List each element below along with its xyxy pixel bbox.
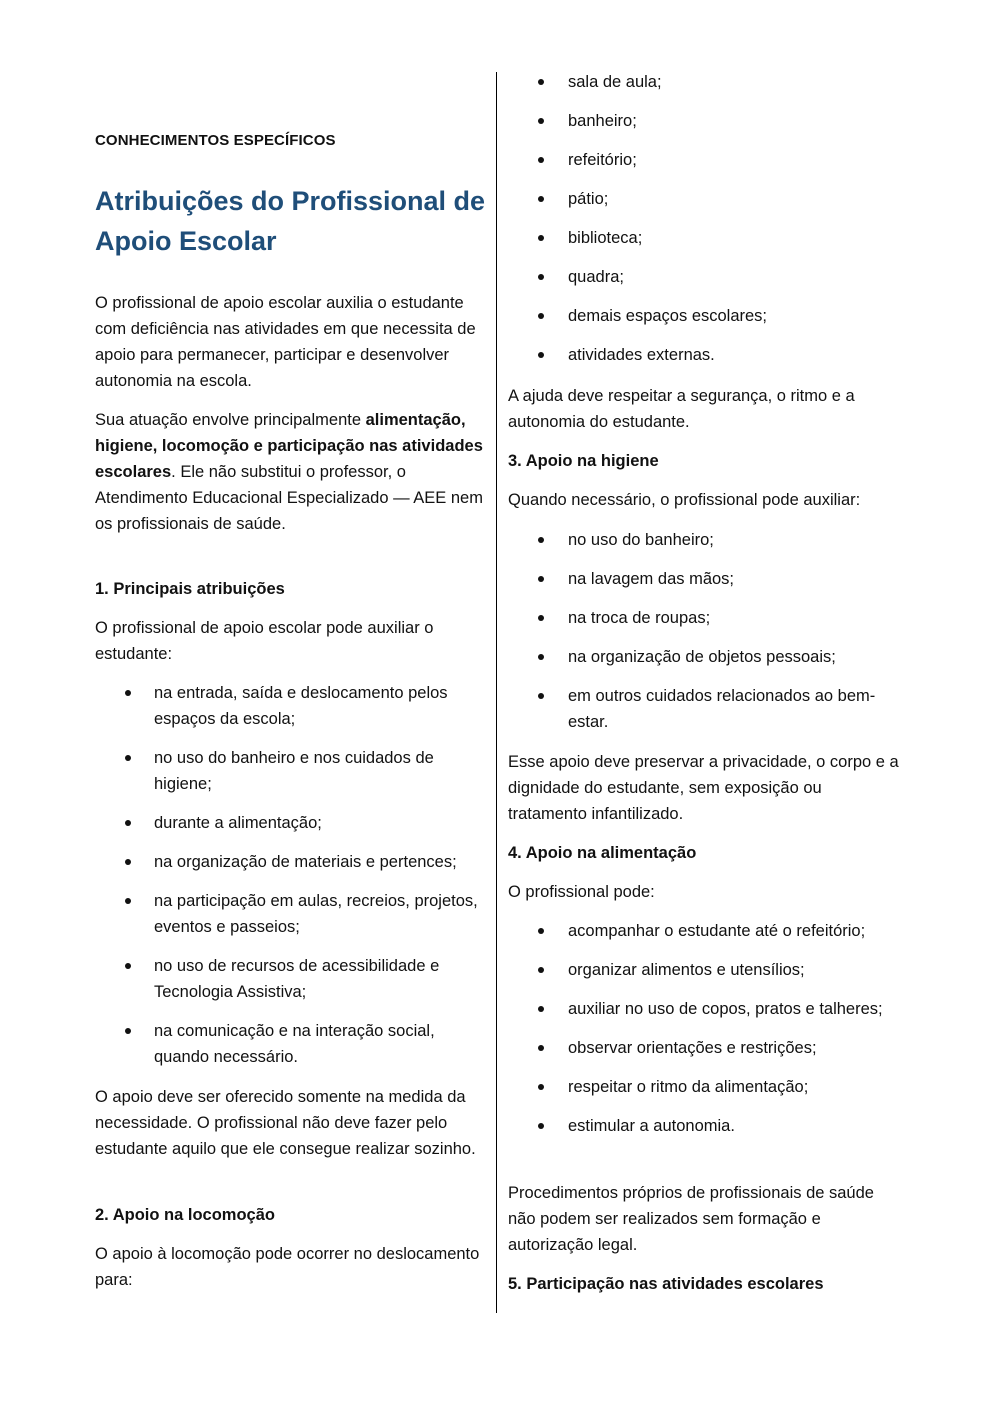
section-1-note: O apoio deve ser oferecido somente na medida da necessidade. O profissional não deve fazer pelo estudante aquilo que ele consegue realizar sozinho.: [95, 1088, 476, 1158]
list-item: atividades externas.: [508, 342, 908, 368]
section-3-heading: 3. Apoio na higiene: [508, 452, 659, 470]
scope-prefix: Sua atuação envolve principalmente: [95, 411, 366, 429]
list-item: na organização de materiais e pertences;: [95, 849, 487, 875]
list-item: sala de aula;: [508, 69, 908, 95]
list-item: em outros cuidados relacionados ao bem-estar.: [508, 683, 878, 735]
intro-paragraph: O profissional de apoio escolar auxilia o estudante com deficiência nas atividades em que necessita de apoio para permanecer, participar e desenvolver autonomia na escola.: [95, 294, 476, 390]
section-2-intro: O apoio à locomoção pode ocorrer no deslocamento para:: [95, 1245, 480, 1289]
list-item: pátio;: [508, 186, 908, 212]
list-item: demais espaços escolares;: [508, 303, 908, 329]
page-title: Atribuições do Profissional de Apoio Escolar: [95, 186, 486, 256]
list-item: na lavagem das mãos;: [508, 566, 878, 592]
list-item: observar orientações e restrições;: [508, 1035, 908, 1061]
section-2-list: [508, 69, 908, 381]
list-item: na entrada, saída e deslocamento pelos espaços da escola;: [95, 680, 487, 732]
section-3-list: [508, 527, 878, 748]
list-item: estimular a autonomia.: [508, 1113, 908, 1139]
section-2-heading: 2. Apoio na locomoção: [95, 1206, 275, 1224]
list-item: durante a alimentação;: [95, 810, 487, 836]
section-1-intro: O profissional de apoio escolar pode auxiliar o estudante:: [95, 619, 434, 663]
section-label: CONHECIMENTOS ESPECÍFICOS: [95, 132, 336, 149]
list-item: respeitar o ritmo da alimentação;: [508, 1074, 908, 1100]
list-item: biblioteca;: [508, 225, 908, 251]
scope-bold: alimentação, higiene, locomoção e participação nas atividades escolares: [95, 411, 483, 481]
section-1-list: [95, 680, 487, 1083]
section-4-note: Procedimentos próprios de profissionais de saúde não podem ser realizados sem formação e autorização legal.: [508, 1184, 874, 1254]
list-item: na troca de roupas;: [508, 605, 878, 631]
section-4-intro: O profissional pode:: [508, 883, 655, 901]
section-4-list: [508, 918, 908, 1152]
list-item: auxiliar no uso de copos, pratos e talheres;: [508, 996, 908, 1022]
list-item: organizar alimentos e utensílios;: [508, 957, 908, 983]
list-item: quadra;: [508, 264, 908, 290]
list-item: no uso do banheiro;: [508, 527, 878, 553]
list-item: banheiro;: [508, 108, 908, 134]
scope-suffix: . Ele não substitui o professor, o Atendimento Educacional Especializado — AEE nem os profissionais de saúde.: [95, 463, 483, 533]
section-5-heading: 5. Participação nas atividades escolares: [508, 1275, 824, 1293]
list-item: acompanhar o estudante até o refeitório;: [508, 918, 908, 944]
list-item: refeitório;: [508, 147, 908, 173]
list-item: no uso de recursos de acessibilidade e Tecnologia Assistiva;: [95, 953, 487, 1005]
list-item: na comunicação e na interação social, quando necessário.: [95, 1018, 487, 1070]
list-item: na organização de objetos pessoais;: [508, 644, 878, 670]
scope-paragraph: [95, 407, 487, 537]
section-4-heading: 4. Apoio na alimentação: [508, 844, 697, 862]
section-3-intro: Quando necessário, o profissional pode auxiliar:: [508, 491, 861, 509]
list-item: no uso do banheiro e nos cuidados de higiene;: [95, 745, 487, 797]
section-3-note: Esse apoio deve preservar a privacidade, o corpo e a dignidade do estudante, sem exposição ou tratamento infantilizado.: [508, 753, 899, 823]
column-divider: [496, 72, 497, 1313]
section-2-note: A ajuda deve respeitar a segurança, o ritmo e a autonomia do estudante.: [508, 387, 855, 431]
section-1-heading: 1. Principais atribuições: [95, 580, 285, 598]
list-item: na participação em aulas, recreios, projetos, eventos e passeios;: [95, 888, 487, 940]
